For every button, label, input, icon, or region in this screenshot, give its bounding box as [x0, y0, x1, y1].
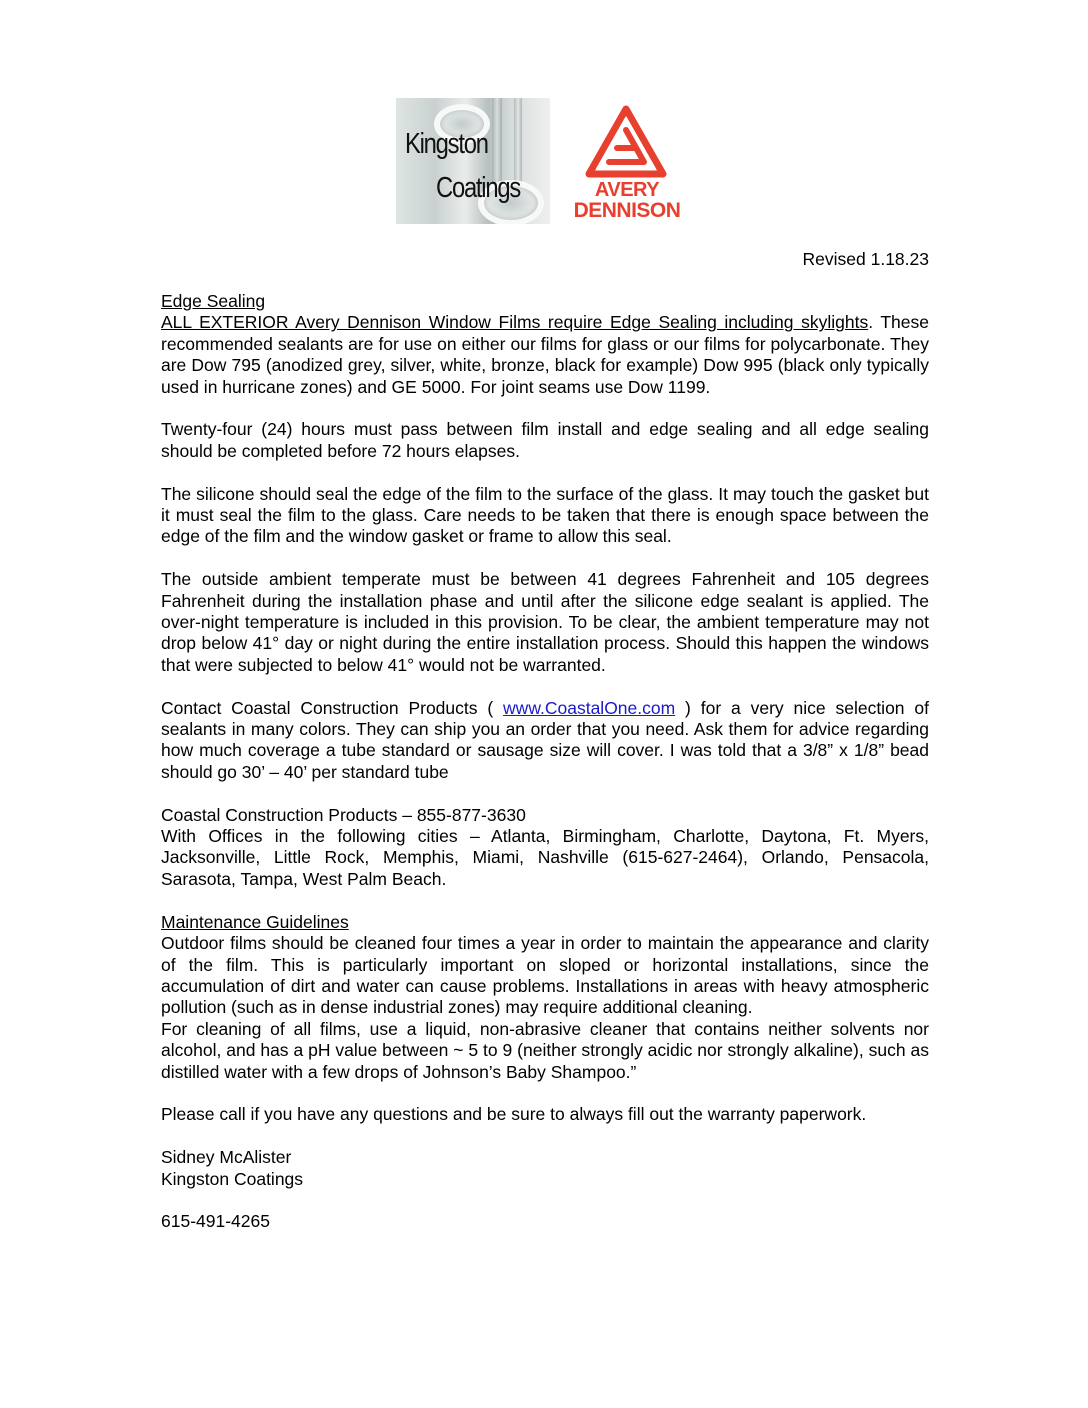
- dennison-logo-text: DENNISON: [573, 199, 681, 222]
- signature-block: [161, 1147, 929, 1190]
- edge-sealing-heading: Edge Sealing: [161, 291, 266, 311]
- signature-name: Sidney McAlister: [161, 1147, 292, 1168]
- coastal-phone-line: Coastal Construction Products – 855-877-3630: [161, 804, 526, 825]
- closing-paragraph: Please call if you have any questions and be sure to always fill out the warranty paperwork.: [161, 1104, 867, 1125]
- coastal-offices-text: With Offices in the following cities – Atlanta, Birmingham, Charlotte, Daytona, Ft. Myers, Jacksonville, Little Rock, Memphis, Miami, Nashville (615-627-2464), Orlando, Pensacola, Sarasota, Tampa, West Palm Beach.: [161, 826, 929, 889]
- avery-triangle-icon: [584, 104, 668, 180]
- coastalone-link[interactable]: www.CoastalOne.com: [503, 697, 676, 718]
- contact-text-after: ) for a very nice selection of sealants in many colors. They can ship you an order that you need. Ask them for advice regarding how much coverage a tube standard or sausage size will cover. I was told that a 3/8” x 1/8” bead should go 30’ – 40’ per standard tube: [161, 697, 929, 782]
- maintenance-heading: Maintenance Guidelines: [161, 911, 349, 932]
- temperature-paragraph: The outside ambient temperate must be between 41 degrees Fahrenheit and 105 degrees Fahrenheit during the installation phase and until after the silicone edge sealant is applied. The over-night temperature is included in this provision. To be clear, the ambient temperature may not drop below 41° day or night during the entire installation process. Should this happen the windows that were subjected to below 41° would not be warranted.: [161, 569, 929, 675]
- kingston-logo-text: Kingston: [405, 128, 488, 160]
- sealants-text: These recommended sealants are for use on either our films for glass or our films for polycarbonate. They are Dow 795 (anodized grey, silver, white, bronze, black for example) Dow 995 (black only typically used in hurricane zones) and GE 5000. For joint seams use Dow 1199.: [161, 312, 929, 397]
- signature-phone: 615-491-4265: [161, 1211, 270, 1232]
- contact-paragraph: [161, 698, 929, 784]
- avery-logo-text: AVERY: [594, 179, 660, 201]
- document-body: [161, 291, 929, 1254]
- exterior-requirement-text: ALL EXTERIOR Avery Dennison Window Films require Edge Sealing including skylights: [161, 312, 869, 333]
- maintenance-section: [161, 912, 929, 1083]
- coastal-offices-paragraph: [161, 805, 929, 891]
- kingston-coatings-logo: [396, 98, 550, 224]
- signature-company: Kingston Coatings: [161, 1168, 304, 1189]
- coatings-logo-text: Coatings: [436, 172, 521, 204]
- header-logos: [396, 98, 696, 224]
- maintenance-cleaner-guidance: For cleaning of all films, use a liquid, non-abrasive cleaner that contains neither solvents nor alcohol, and has a pH value between ~ 5 to 9 (neither strongly acidic nor strongly alkaline), such as distilled water with a few drops of Johnson’s Baby Shampoo.”: [161, 1018, 929, 1082]
- edge-sealing-section: [161, 291, 929, 398]
- maintenance-cleaning-frequency: Outdoor films should be cleaned four times a year in order to maintain the appearance and clarity of the film. This is particularly important on sloped or horizontal installations, since the accumulation of dirt and water can cause problems. Installations in areas with heavy atmospheric pollution (such as in dense industrial zones) may require additional cleaning.: [161, 933, 929, 1018]
- avery-dennison-logo: [550, 98, 696, 224]
- timing-paragraph: Twenty-four (24) hours must pass between film install and edge sealing and all edge sealing should be completed before 72 hours elapses.: [161, 419, 929, 461]
- contact-text-before: Contact Coastal Construction Products (: [161, 697, 504, 718]
- silicone-paragraph: The silicone should seal the edge of the film to the surface of the glass. It may touch the gasket but it must seal the film to the glass. Care needs to be taken that there is enough space between the edge of the film and the window gasket or frame to allow this seal.: [161, 483, 929, 547]
- revised-date: Revised 1.18.23: [802, 249, 929, 269]
- lead-punctuation: .: [868, 312, 874, 333]
